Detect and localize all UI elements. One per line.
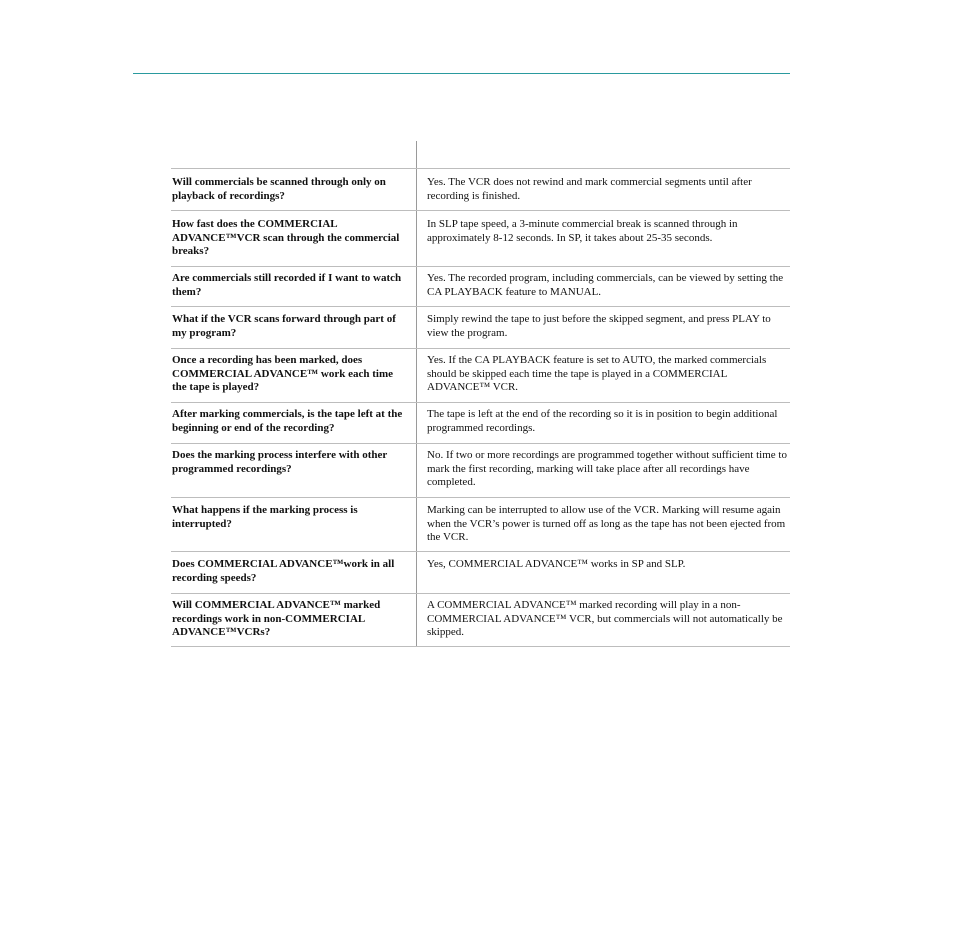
table-row: [171, 169, 790, 211]
table-row: [171, 444, 790, 498]
table-row: [171, 403, 790, 444]
table-row: [171, 498, 790, 552]
question-text: Are commercials still recorded if I want to watch them?: [172, 272, 402, 298]
column-divider: [416, 594, 417, 646]
column-divider: [416, 349, 417, 402]
column-divider: [416, 141, 417, 168]
answer-text: No. If two or more recordings are programmed together without sufficient time to mark the first recording, marking will take place after all recordings have completed.: [427, 449, 787, 489]
answer-text: Yes. The VCR does not rewind and mark commercial segments until after recording is finished.: [427, 176, 752, 202]
column-divider: [416, 307, 417, 348]
table-row: [171, 349, 790, 403]
answer-text: Simply rewind the tape to just before the skipped segment, and press PLAY to view the program.: [427, 313, 771, 339]
answer-text: Marking can be interrupted to allow use of the VCR. Marking will resume again when the VCR’s power is turned off as long as the tape has not been ejected from the VCR.: [427, 504, 786, 544]
answer-text: Yes. The recorded program, including commercials, can be viewed by setting the CA PLAYBACK feature to MANUAL.: [427, 272, 784, 298]
question-text: Will commercials be scanned through only on playback of recordings?: [172, 176, 386, 202]
column-divider: [416, 211, 417, 266]
answer-text: Yes. If the CA PLAYBACK feature is set to AUTO, the marked commercials should be skipped each time the tape is played in a COMMERCIAL ADVANCE™ VCR.: [427, 354, 767, 394]
table-row: [171, 211, 790, 267]
header-rule: [133, 73, 790, 74]
column-divider: [416, 498, 417, 551]
column-divider: [416, 552, 417, 593]
question-text: What happens if the marking process is interrupted?: [172, 504, 358, 530]
answer-text: Yes, COMMERCIAL ADVANCE™ works in SP and SLP.: [427, 558, 686, 570]
column-divider: [416, 267, 417, 306]
answer-text: The tape is left at the end of the recording so it is in position to begin additional programmed recordings.: [427, 408, 778, 434]
question-text: Does COMMERCIAL ADVANCE™work in all recording speeds?: [172, 558, 395, 584]
answer-text: In SLP tape speed, a 3-minute commercial break is scanned through in approximately 8-12 seconds. In SP, it takes about 25-35 seconds.: [427, 218, 738, 244]
question-text: After marking commercials, is the tape left at the beginning or end of the recording?: [172, 408, 403, 434]
answer-text: A COMMERCIAL ADVANCE™ marked recording will play in a non-COMMERCIAL ADVANCE™ VCR, but commercials will not automatically be skipped.: [427, 599, 783, 639]
table-header-row: [171, 141, 790, 169]
column-divider: [416, 169, 417, 210]
question-text: Does the marking process interfere with other programmed recordings?: [172, 449, 388, 475]
question-text: How fast does the COMMERCIAL ADVANCE™VCR scan through the commercial breaks?: [172, 218, 400, 258]
table-row: [171, 267, 790, 307]
question-text: Once a recording has been marked, does COMMERCIAL ADVANCE™ work each time the tape is played?: [172, 354, 394, 394]
question-text: Will COMMERCIAL ADVANCE™ marked recordings work in non-COMMERCIAL ADVANCE™VCRs?: [172, 599, 381, 639]
column-divider: [416, 403, 417, 443]
question-text: What if the VCR scans forward through part of my program?: [172, 313, 396, 339]
table-row: [171, 552, 790, 594]
table-row: [171, 594, 790, 647]
table-row: [171, 307, 790, 349]
faq-table: [171, 141, 790, 647]
column-divider: [416, 444, 417, 497]
